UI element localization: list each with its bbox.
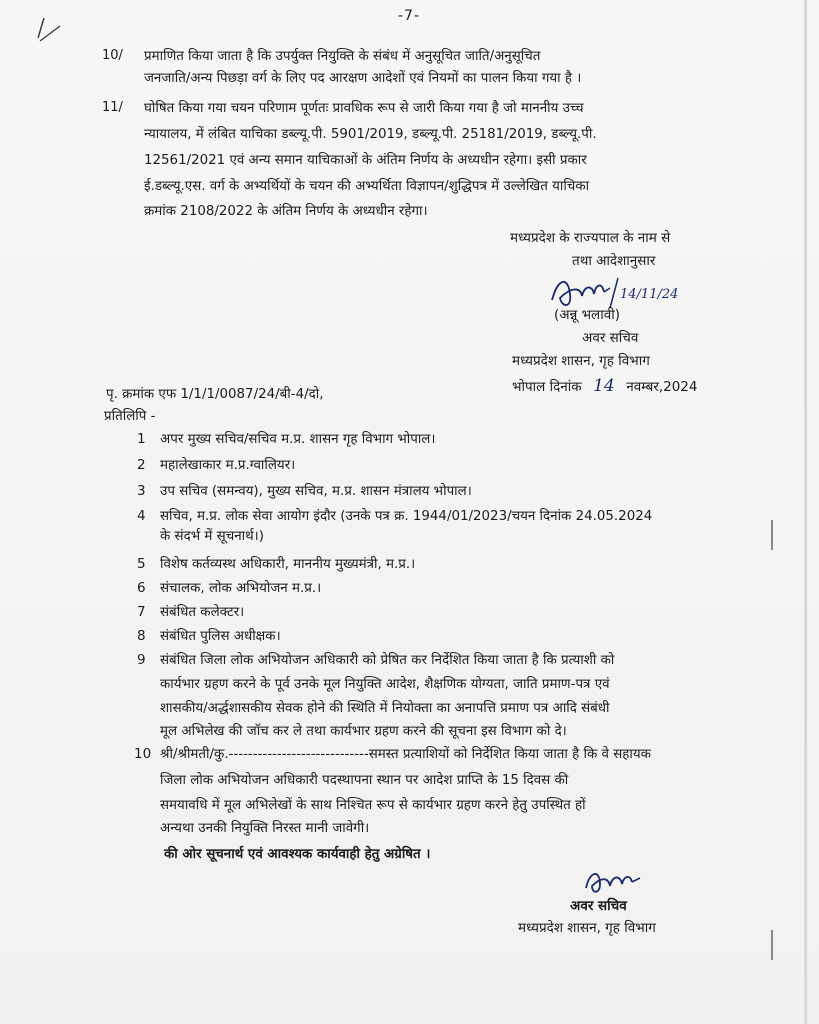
copy-item-10-line-3: समयावधि में मूल अभिलेखों के साथ निश्चित रूप से कार्यभार ग्रहण करने हेतु उपस्थित हों <box>160 798 586 813</box>
footer-department: मध्यप्रदेश शासन, गृह विभाग <box>518 920 656 936</box>
place-date-suffix: नवम्बर,2024 <box>626 379 698 395</box>
reference-number: पृ. क्रमांक एफ 1/1/1/0087/24/बी-4/दो, <box>106 387 324 402</box>
copy-to-label: प्रतिलिपि - <box>104 409 156 424</box>
margin-mark <box>771 520 773 550</box>
paragraph-10-line-1: प्रमाणित किया जाता है कि उपर्युक्त नियुक्ति के संबंध में अनुसूचित जाति/अनुसूचित <box>144 49 541 64</box>
signature-authority-line: मध्यप्रदेश के राज्यपाल के नाम से <box>510 230 671 246</box>
copy-item-4-number: 4 <box>137 508 146 524</box>
copy-item-3-text: उप सचिव (समन्वय), मुख्य सचिव, म.प्र. शासन मंत्रालय भोपाल। <box>160 484 472 499</box>
copy-item-6-text: संचालक, लोक अभियोजन म.प्र.। <box>160 581 322 596</box>
copy-item-10-line-2: जिला लोक अभियोजन अधिकारी पदस्थापना स्थान पर आदेश प्राप्ति के 15 दिवस की <box>160 773 569 788</box>
copy-item-4-line-2: के संदर्भ में सूचनार्थ।) <box>160 529 264 544</box>
copy-item-8-number: 8 <box>137 628 146 644</box>
copy-item-4-line-1: सचिव, म.प्र. लोक सेवा आयोग इंदौर (उनके पत्र क्र. 1944/01/2023/चयन दिनांक 24.05.2024 <box>160 509 653 524</box>
copy-item-10-number: 10 <box>134 746 152 762</box>
signatory-department: मध्यप्रदेश शासन, गृह विभाग <box>512 353 650 369</box>
copy-item-7-text: संबंधित कलेक्टर। <box>160 605 245 620</box>
copy-item-3-number: 3 <box>137 483 146 499</box>
copy-item-5-number: 5 <box>137 556 146 572</box>
handwritten-day: 14 <box>593 376 615 396</box>
paragraph-10-number: 10/ <box>102 48 123 63</box>
paragraph-11-line-4: ई.डब्ल्यू.एस. वर्ग के अभ्यर्थियों के चयन की अभ्यर्थिता विज्ञापन/शुद्धिपत्र में उल्लेखित याचिका <box>144 179 590 194</box>
copy-item-9-line-2: कार्यभार ग्रहण करने के पूर्व उनके मूल नियुक्ति आदेश, शैक्षणिक योग्यता, जाति प्रमाण-पत्र एवं <box>160 677 610 692</box>
paragraph-11-line-3: 12561/2021 एवं अन्य समान याचिकाओं के अंतिम निर्णय के अध्यधीन रहेगा। इसी प्रकार <box>144 153 587 168</box>
paragraph-11-line-2: न्यायालय, में लंबित याचिका डब्ल्यू.पी. 5901/2019, डब्ल्यू.पी. 25181/2019, डब्ल्यू.पी. <box>144 127 597 142</box>
copy-item-2-text: महालेखाकार म.प्र.ग्वालियर। <box>160 458 296 473</box>
page-number: -7- <box>398 8 421 24</box>
footer-handwritten-signature <box>580 864 650 898</box>
place-date-line <box>512 376 697 396</box>
place-date-prefix: भोपाल दिनांक <box>512 379 582 395</box>
paragraph-11-number: 11/ <box>102 100 123 115</box>
copy-item-9-number: 9 <box>137 652 146 668</box>
paragraph-11-line-1: घोषित किया गया चयन परिणाम पूर्णतः प्रावधिक रूप से जारी किया गया है जो माननीय उच्च <box>144 101 584 116</box>
copy-item-6-number: 6 <box>137 580 146 596</box>
copy-item-2-number: 2 <box>137 457 146 473</box>
signatory-designation: अवर सचिव <box>582 330 639 346</box>
handwritten-date: 14/11/24 <box>620 287 679 302</box>
page-edge <box>804 0 807 1024</box>
copy-item-8-text: संबंधित पुलिस अधीक्षक। <box>160 629 281 644</box>
signatory-name: (अन्नू भलावी) <box>554 307 620 323</box>
closing-line: की ओर सूचनार्थ एवं आवश्यक कार्यवाही हेतु अग्रेषित । <box>164 847 431 862</box>
copy-item-7-number: 7 <box>137 604 146 620</box>
paragraph-10-line-2: जनजाति/अन्य पिछड़ा वर्ग के लिए पद आरक्षण आदेशों एवं नियमों का पालन किया गया है । <box>144 71 582 86</box>
margin-mark-lower <box>771 930 773 960</box>
copy-item-1-number: 1 <box>137 431 146 447</box>
signature-order-line: तथा आदेशानुसार <box>572 253 656 269</box>
copy-item-5-text: विशेष कर्तव्यस्थ अधिकारी, माननीय मुख्यमंत्री, म.प्र.। <box>160 557 416 572</box>
copy-item-10-line-4: अन्यथा उनकी नियुक्ति निरस्त मानी जावेगी। <box>160 821 370 836</box>
corner-pen-mark <box>30 8 70 48</box>
copy-item-1-text: अपर मुख्य सचिव/सचिव म.प्र. शासन गृह विभाग भोपाल। <box>160 432 436 447</box>
copy-item-9-line-3: शासकीय/अर्द्धशासकीय सेवक होने की स्थिति में नियोक्ता का अनापत्ति प्रमाण पत्र आदि संबंधी <box>160 701 610 716</box>
footer-designation: अवर सचिव <box>570 898 627 914</box>
copy-item-9-line-4: मूल अभिलेख की जॉच कर ले तथा कार्यभार ग्रहण करने की सूचना इस विभाग को दे। <box>160 724 567 739</box>
copy-item-10-line-1: श्री/श्रीमती/कु.-----------------------------समस्त प्रत्याशियों को निर्देशित किया जाता है कि वे सहायक <box>160 747 651 762</box>
paragraph-11-line-5: क्रमांक 2108/2022 के अंतिम निर्णय के अध्यधीन रहेगा। <box>144 204 428 219</box>
copy-item-9-line-1: संबंधित जिला लोक अभियोजन अधिकारी को प्रेषित कर निर्देशित किया जाता है कि प्रत्याशी को <box>160 653 615 668</box>
